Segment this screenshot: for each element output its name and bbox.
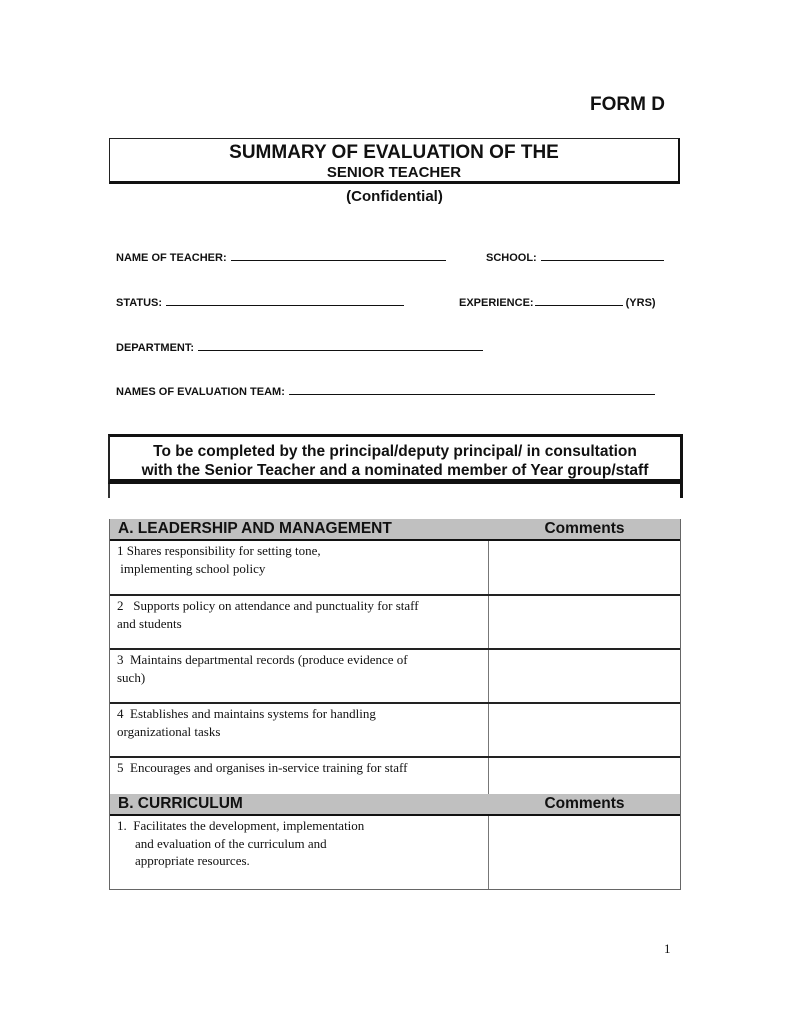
status-field[interactable] [116,295,404,309]
comment-cell[interactable] [489,541,680,594]
criterion-line: such) [117,669,146,685]
criterion-line: 1. Facilitates the development, implementation [117,818,365,833]
comments-header: Comments [544,795,625,812]
criterion-line: 5 Encourages and organises in-service training for staff [117,760,408,775]
experience-label: EXPERIENCE: [459,297,534,309]
evaluation-team-field[interactable] [116,384,655,398]
department-input[interactable] [198,340,483,351]
school-field[interactable] [486,250,664,264]
evaluation-team-label: NAMES OF EVALUATION TEAM: [116,386,285,398]
section-header [110,794,680,816]
criterion-line: and students [117,615,182,631]
table-row [110,704,680,758]
school-label: SCHOOL: [486,252,537,264]
criterion-text [110,758,489,794]
criterion-line: 1 Shares responsibility for setting tone, [117,543,321,558]
table-row [110,596,680,650]
instructions-line-1: To be completed by the principal/deputy principal/ in consultation [153,443,637,460]
name-of-teacher-input[interactable] [231,250,446,261]
criterion-text [110,650,489,702]
name-of-teacher-label: NAME OF TEACHER: [116,252,227,264]
instructions-box [108,434,683,484]
table-row [110,541,680,596]
instructions-box-edge [680,484,683,498]
instructions-box-edge [108,484,110,498]
experience-input[interactable] [535,295,623,306]
criterion-line: and evaluation of the curriculum and [135,835,327,851]
section-b-table [109,794,681,890]
instructions-line-2: with the Senior Teacher and a nominated member of Year group/staff [141,462,649,479]
section-a-table [109,519,681,794]
name-of-teacher-field[interactable] [116,250,446,264]
page-title: SUMMARY OF EVALUATION OF THE [229,142,559,163]
page-number: 1 [664,941,671,956]
comment-cell[interactable] [489,650,680,702]
criterion-line: 3 Maintains departmental records (produce evidence of [117,652,408,667]
department-label: DEPARTMENT: [116,342,195,354]
status-input[interactable] [166,295,404,306]
comment-cell[interactable] [489,704,680,756]
department-field[interactable] [116,340,483,354]
evaluation-team-input[interactable] [289,384,655,395]
section-title: A. LEADERSHIP AND MANAGEMENT [118,520,392,537]
criterion-text [110,541,489,594]
experience-unit: (YRS) [625,297,656,309]
section-header [110,519,680,541]
criterion-line: organizational tasks [117,723,221,739]
experience-field[interactable] [459,295,656,309]
criterion-text [110,816,489,889]
criterion-line: 4 Establishes and maintains systems for handling [117,706,376,721]
criterion-line: 2 Supports policy on attendance and punctuality for staff [117,598,419,613]
status-label: STATUS: [116,297,163,309]
comment-cell[interactable] [489,816,680,889]
criterion-text [110,596,489,648]
comment-cell[interactable] [489,758,680,794]
table-row [110,816,680,889]
table-row [110,650,680,704]
criterion-text [110,704,489,756]
comments-header: Comments [544,520,625,537]
form-id: FORM D [590,94,665,115]
school-input[interactable] [541,250,664,261]
table-row [110,758,680,794]
title-box [109,138,680,184]
criterion-line: implementing school policy [117,560,266,576]
criterion-line: appropriate resources. [135,853,250,868]
page-subtitle: SENIOR TEACHER [326,164,462,181]
comment-cell[interactable] [489,596,680,648]
section-title: B. CURRICULUM [118,795,243,812]
confidential-label: (Confidential) [346,188,443,205]
